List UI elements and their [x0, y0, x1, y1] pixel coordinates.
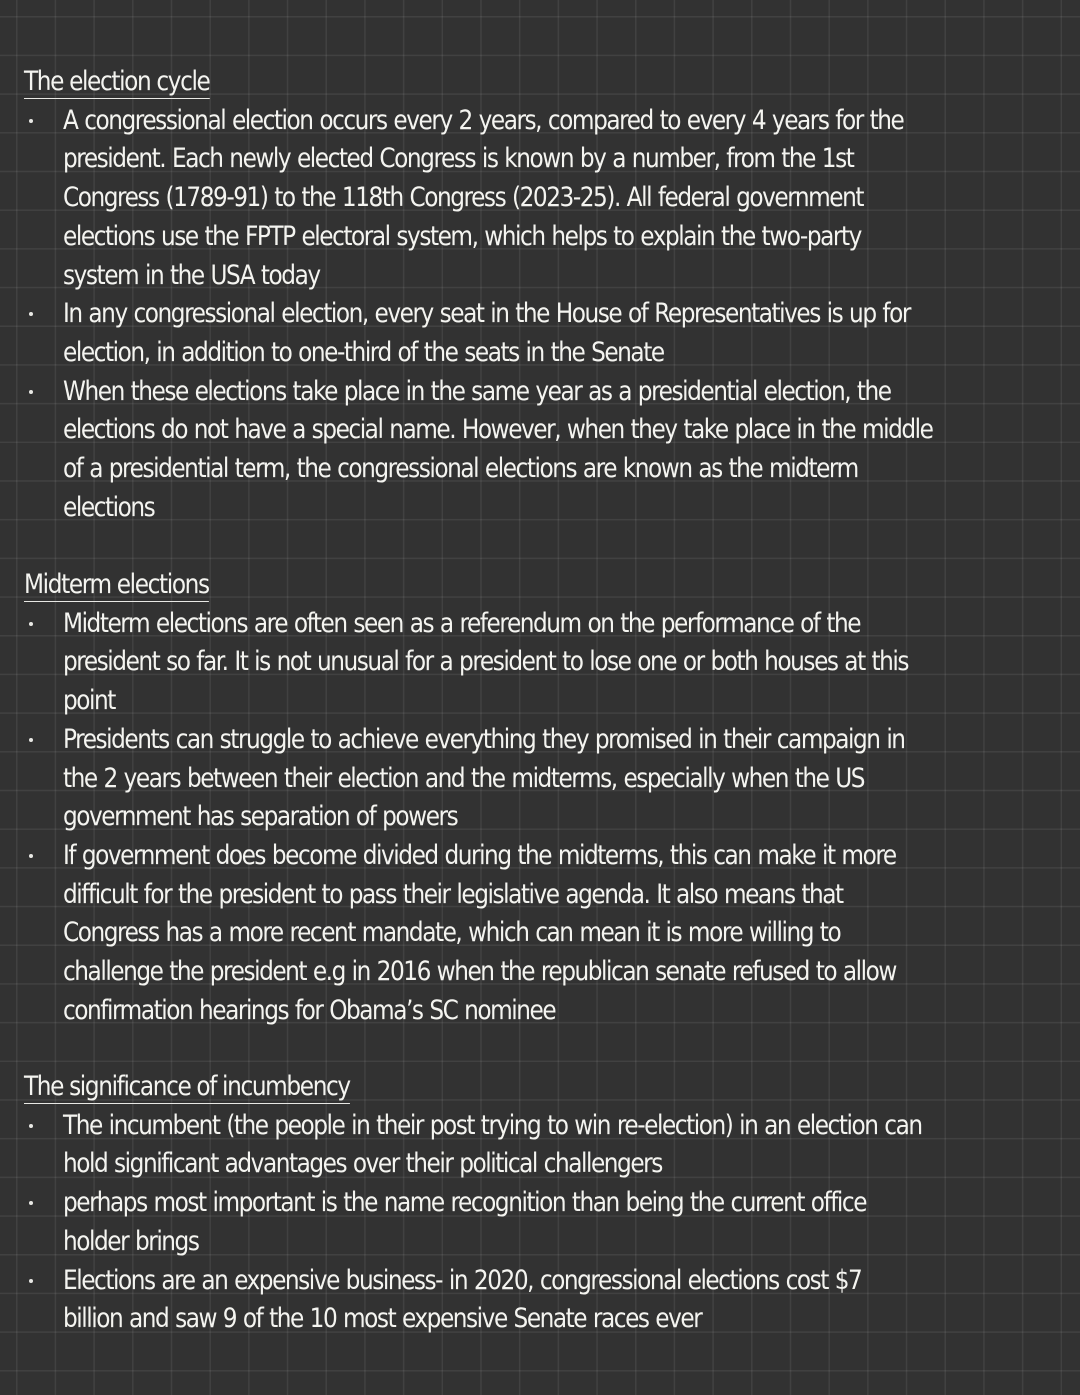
section-midterm-elections: [24, 566, 1069, 1030]
section-heading: Midterm elections: [24, 569, 209, 600]
bullet-dot-icon: [29, 1279, 33, 1283]
section-incumbency: [24, 1068, 1069, 1339]
bullet-item: Presidents can struggle to achieve everything they promised in their campaign in the 2 years between their election and the midterms, especially when the US government has separation of powers: [24, 721, 1069, 837]
bullet-dot-icon: [29, 312, 33, 316]
section-heading: The election cycle: [24, 66, 210, 97]
bullet-item: If government does become divided during the midterms, this can make it more difficult for the president to pass their legislative agenda. It also means that Congress has a more recent mandate, which can mean it is more willing to challenge the president e.g in 2016 when the republican senate refused to allow confirmation hearings for Obama’s SC nominee: [24, 837, 1069, 1031]
bullet-list: [24, 605, 1069, 1031]
bullet-item: A congressional election occurs every 2 years, compared to every 4 years for the president. Each newly elected Congress is known by a number, from the 1st Congress (1789-91) to the 118th Congress (2023-25). All federal government elections use the FPTP electoral system, which helps to explain the two-party system in the USA today: [24, 102, 1069, 296]
bullet-dot-icon: [29, 854, 33, 858]
bullet-dot-icon: [29, 622, 33, 626]
bullet-item: Midterm elections are often seen as a referendum on the performance of the president so far. It is not unusual for a president to lose one or both houses at this point: [24, 605, 1069, 721]
bullet-dot-icon: [29, 738, 33, 742]
bullet-item: The incumbent (the people in their post trying to win re-election) in an election can hold significant advantages over their political challengers: [24, 1107, 1069, 1184]
bullet-item: In any congressional election, every seat in the House of Representatives is up for election, in addition to one-third of the seats in the Senate: [24, 295, 1069, 372]
bullet-dot-icon: [29, 390, 33, 394]
bullet-item: Elections are an expensive business- in 2020, congressional elections cost $7 billion and saw 9 of the 10 most expensive Senate races ever: [24, 1262, 1069, 1339]
bullet-item: When these elections take place in the same year as a presidential election, the elections do not have a special name. However, when they take place in the middle of a presidential term, the congressional elections are known as the midterm elections: [24, 373, 1069, 528]
bullet-list: [24, 102, 1069, 528]
bullet-dot-icon: [29, 1124, 33, 1128]
bullet-dot-icon: [29, 1201, 33, 1205]
bullet-list: [24, 1107, 1069, 1339]
bullet-item: perhaps most important is the name recognition than being the current office holder brings: [24, 1184, 1069, 1261]
section-election-cycle: [24, 63, 1069, 527]
section-heading: The significance of incumbency: [24, 1071, 350, 1102]
bullet-dot-icon: [29, 119, 33, 123]
